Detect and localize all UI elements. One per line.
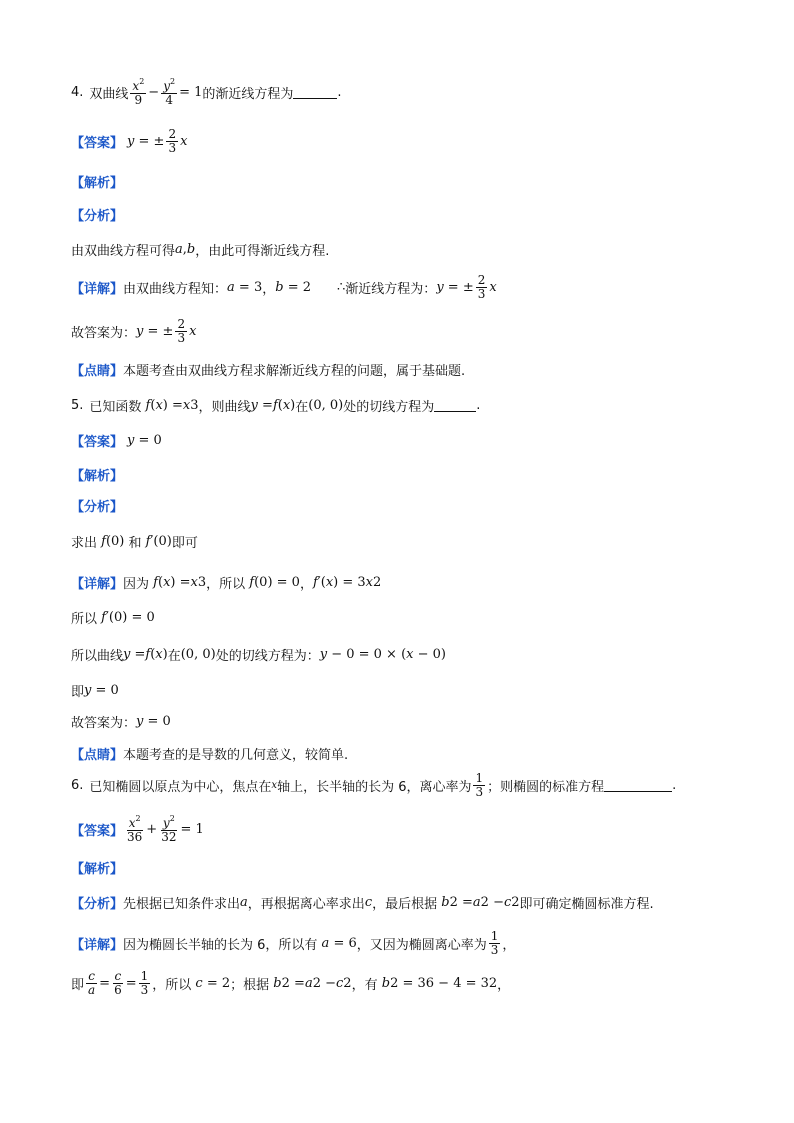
q5-answer: 【答案】 y = 0	[71, 433, 162, 450]
hyperbola-y-term: $\frac{y^2}{4}$	[163, 77, 176, 107]
answer-blank	[604, 779, 672, 792]
q4-fenxi: 由双曲线方程可得 a , b ，由此可得渐近线方程.	[71, 242, 330, 259]
q6-detail: 【详解】 因为椭圆长半轴的长为 6，所以有 a = 6 ，又因为椭圆离心率为 $\frac{1}{3}$ ，	[71, 929, 516, 957]
q4-stem-pre: 双曲线	[89, 86, 129, 102]
q5-detail: 【详解】 因为 f ( x ) = x 3 ，所以 f (0) = 0 ， f ′( x ) = 3 x 2	[71, 575, 382, 592]
q4-answer: 【答案】 y = ± $\frac{2}{3}$ x	[71, 127, 188, 155]
q4-detail: 【详解】 由双曲线方程知： a = 3 ， b = 2 ∴ 渐近线方程为： y = ± $\frac{2}{3}$ x	[71, 273, 497, 301]
q6-answer: 【答案】 $\frac{x^2}{36}$ + $\frac{y^2}{32}$ = 1	[71, 814, 204, 844]
q5-fenxi-label: 【分析】	[71, 500, 124, 515]
q6-fenxi: 【分析】 先根据已知条件求出 a ，再根据离心率求出 c ，最后根据 b 2 = a 2 − c 2 即可确定椭圆标准方程.	[71, 895, 654, 912]
q5-ji: 即 y = 0	[71, 683, 119, 700]
q5-comment: 【点睛】 本题考查的是导数的几何意义，较简单.	[71, 748, 349, 763]
hyperbola-x-term: $\frac{x^2}{9}$	[132, 77, 145, 107]
q5-tangent: 所以曲线 y = f ( x ) 在 (0, 0) 处的切线方程为： y − 0 = 0 × ( x − 0)	[71, 647, 446, 664]
answer-blank	[293, 86, 337, 99]
answer-blank	[434, 399, 476, 412]
q5-analysis: 【解析】	[71, 469, 124, 484]
q6-stem: 6. 已知椭圆以原点为中心，焦点在 x 轴上，长半轴的长为 6，离心率为 $\frac{1}{3}$ ；则椭圆的标准方程 .	[71, 771, 677, 799]
q6-analysis: 【解析】	[71, 862, 124, 877]
answer-label: 【答案】	[71, 135, 124, 151]
q4-so: 故答案为： y = ± $\frac{2}{3}$ x	[71, 317, 197, 345]
q4-stem: 4. 双曲线 $\frac{x^2}{9}$ − $\frac{y^2}{4}$ = 1 的渐近线方程为 .	[71, 77, 342, 107]
q4-stem-post: 的渐近线方程为	[202, 86, 294, 102]
q4-number: 4.	[71, 84, 84, 100]
q4-analysis: 【解析】	[71, 176, 124, 191]
q4-fenxi-label: 【分析】	[71, 209, 124, 224]
q5-suoyi: 所以 f ′(0) = 0	[71, 610, 155, 627]
q5-so: 故答案为： y = 0	[71, 714, 171, 731]
q6-detail-2: 即 $\frac{c}{a}$ = $\frac{c}{6}$ = $\frac{1}{3}$ ，所以 c = 2 ；根据 b 2 = a 2 − c 2 ，有 b 2 = 36 − 4 = 32 ，	[71, 969, 511, 997]
q4-comment: 【点睛】 本题考查由双曲线方程求解渐近线方程的问题，属于基础题.	[71, 364, 466, 379]
q5-stem: 5. 已知函数 f ( x ) = x 3 ，则曲线 y = f ( x ) 在 (0, 0) 处的切线方程为 .	[71, 398, 481, 415]
q5-fenxi: 求出 f (0) 和 f ′(0) 即可	[71, 534, 198, 551]
